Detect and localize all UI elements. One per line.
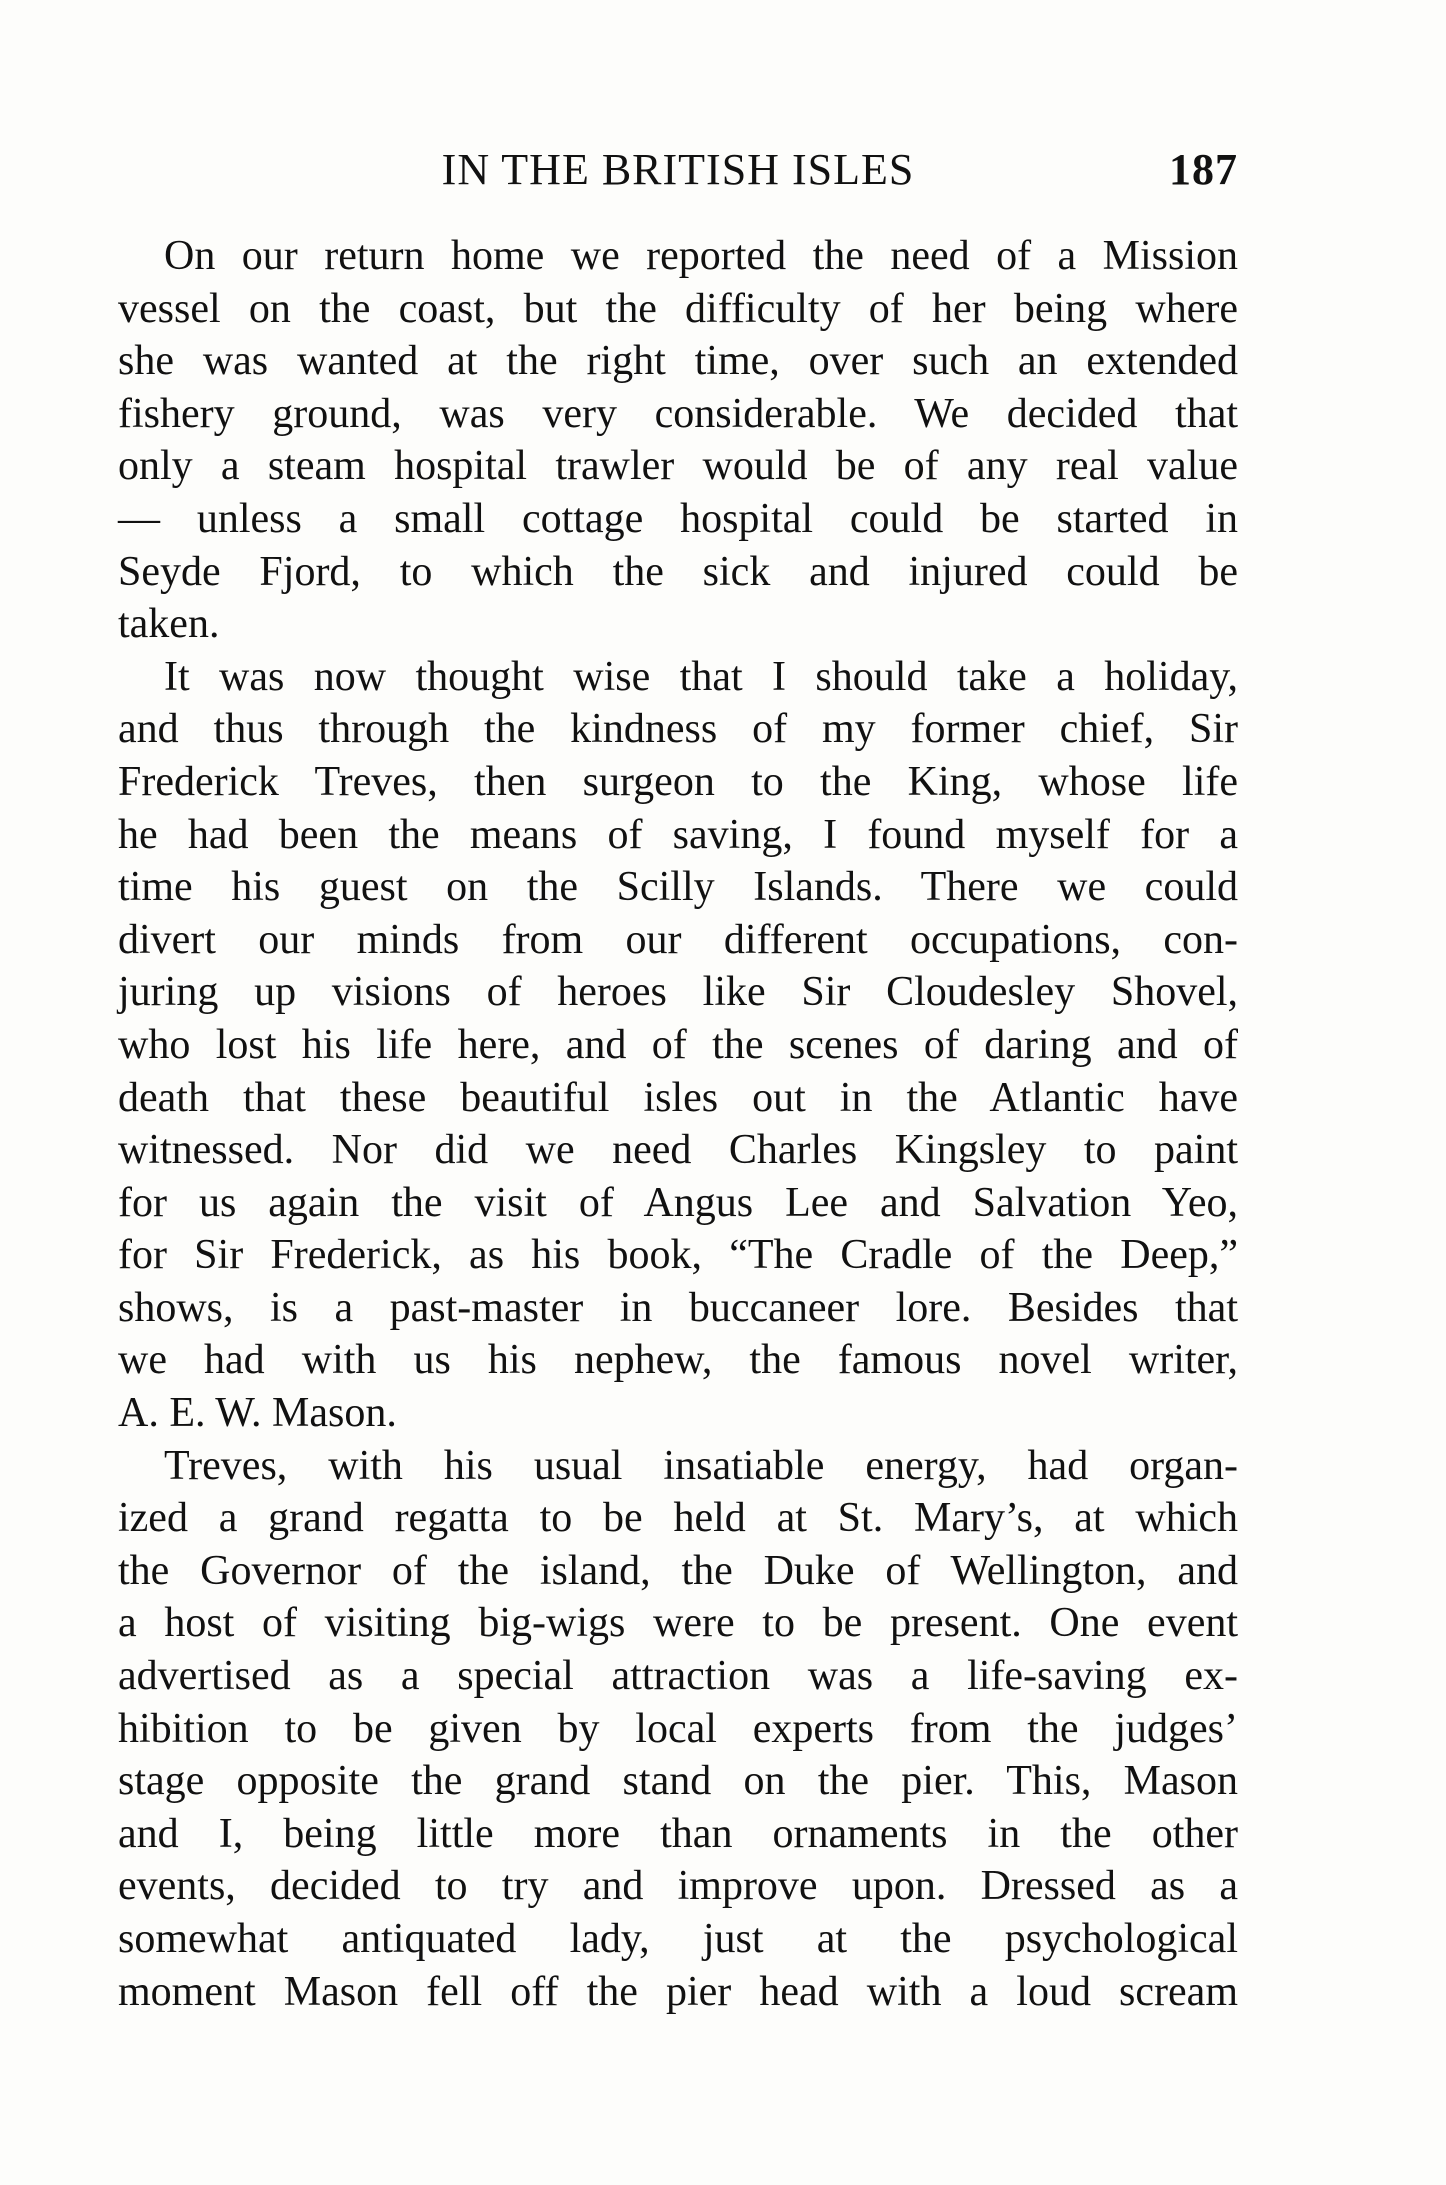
text-line: divert our minds from our different occupations, con-: [118, 916, 1238, 963]
text-line: who lost his life here, and of the scenes of daring and of: [118, 1021, 1238, 1068]
text-line: for Sir Frederick, as his book, “The Cradle of the Deep,”: [118, 1232, 1238, 1279]
text-line: events, decided to try and improve upon. Dressed as a: [118, 1863, 1238, 1910]
paragraph-3: [118, 1440, 1238, 2019]
text-line: for us again the visit of Angus Lee and Salvation Yeo,: [118, 1179, 1238, 1226]
text-line: It was now thought wise that I should take a holiday,: [164, 653, 1238, 700]
running-header: [118, 140, 1238, 200]
page-number: 187: [1169, 145, 1238, 194]
text-line: vessel on the coast, but the difficulty of her being where: [118, 285, 1238, 332]
text-line: witnessed. Nor did we need Charles Kingsley to paint: [118, 1127, 1238, 1174]
paragraph-1: [118, 230, 1238, 651]
text-line: fishery ground, was very considerable. We decided that: [118, 390, 1238, 437]
text-line: time his guest on the Scilly Islands. There we could: [118, 864, 1238, 911]
text-line: juring up visions of heroes like Sir Cloudesley Shovel,: [118, 969, 1238, 1016]
text-line: advertised as a special attraction was a life-saving ex-: [118, 1653, 1238, 1700]
text-line: a host of visiting big-wigs were to be present. One event: [118, 1600, 1238, 1647]
text-line: Seyde Fjord, to which the sick and injured could be: [118, 548, 1238, 595]
text-line: somewhat antiquated lady, just at the psychological: [118, 1916, 1238, 1962]
text-line: moment Mason fell off the pier head with a loud scream: [118, 1968, 1238, 2015]
text-line: he had been the means of saving, I found myself for a: [118, 811, 1238, 858]
text-line: Treves, with his usual insatiable energy, had organ-: [164, 1442, 1238, 1489]
paragraph-2: [118, 651, 1238, 1440]
text-line: ized a grand regatta to be held at St. Mary’s, at which: [118, 1495, 1238, 1542]
running-title: IN THE BRITISH ISLES: [441, 145, 915, 194]
text-line: hibition to be given by local experts from the judges’: [118, 1705, 1238, 1752]
text-line: only a steam hospital trawler would be of any real value: [118, 443, 1238, 490]
text-line: taken.: [118, 601, 220, 648]
text-line: the Governor of the island, the Duke of Wellington, and: [118, 1547, 1238, 1594]
text-line: she was wanted at the right time, over such an extended: [118, 338, 1238, 385]
text-line: — unless a small cottage hospital could be started in: [118, 495, 1238, 542]
text-line: A. E. W. Mason.: [118, 1390, 397, 1437]
text-line: and I, being little more than ornaments in the other: [118, 1810, 1238, 1857]
text-line: Frederick Treves, then surgeon to the King, whose life: [118, 758, 1238, 805]
text-line: and thus through the kindness of my former chief, Sir: [118, 706, 1238, 753]
text-line: death that these beautiful isles out in the Atlantic have: [118, 1074, 1238, 1121]
text-line: shows, is a past-master in buccaneer lore. Besides that: [118, 1284, 1238, 1331]
text-line: we had with us his nephew, the famous novel writer,: [118, 1337, 1238, 1384]
body-text: [118, 230, 1238, 2018]
text-line: On our return home we reported the need of a Mission: [164, 233, 1238, 279]
text-line: stage opposite the grand stand on the pier. This, Mason: [118, 1758, 1238, 1805]
